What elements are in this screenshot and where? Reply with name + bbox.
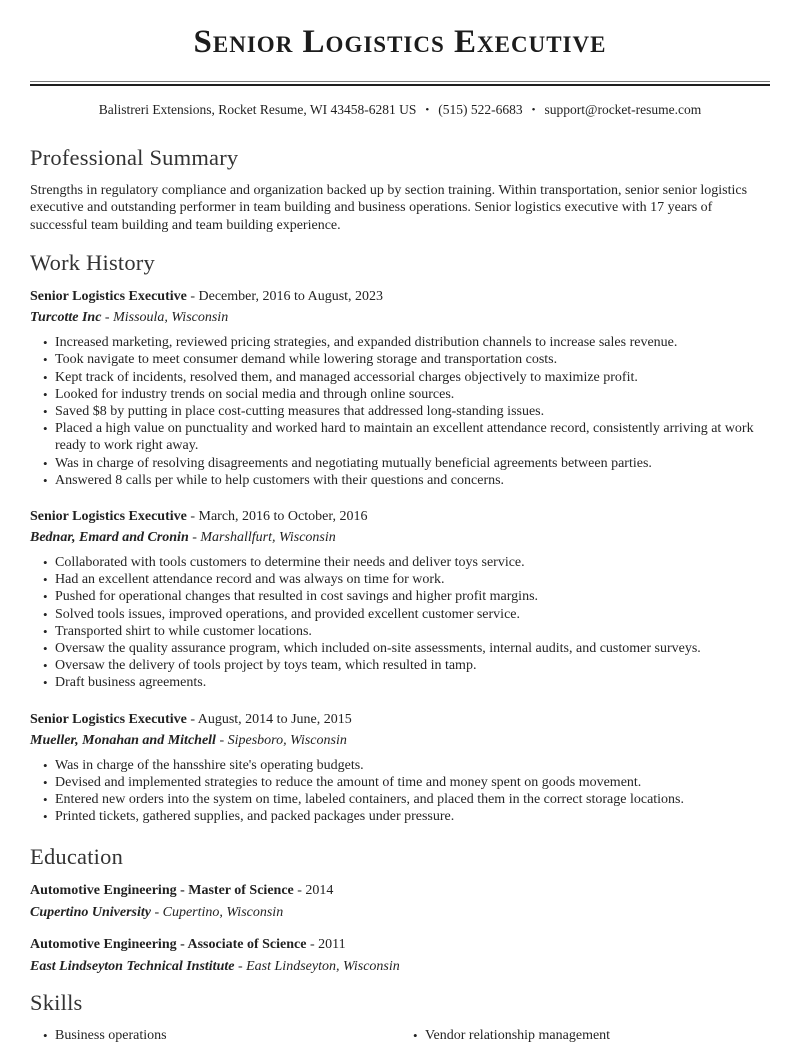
job-bullet: • Devised and implemented strategies to reduce the amount of time and money spent on goods movement. (30, 774, 770, 791)
contact-separator-dot: • (425, 104, 430, 116)
contact-separator-dot: • (531, 104, 536, 116)
resume-page (0, 23, 800, 1049)
job-title: Senior Logistics Executive (30, 509, 187, 525)
contact-line (30, 101, 770, 119)
skills-column (400, 1027, 770, 1048)
job-company: Bednar, Emard and Cronin (30, 530, 189, 546)
job-bullet: • Draft business agreements. (30, 674, 770, 691)
job-title-line (30, 710, 770, 729)
degree-year: - 2011 (306, 937, 346, 953)
school-line (30, 903, 770, 922)
resume-title: Senior Logistics Executive (193, 24, 607, 60)
job-company: Mueller, Monahan and Mitchell (30, 732, 216, 748)
skills-column (30, 1027, 400, 1048)
job-entry (30, 287, 770, 489)
job-dates: - August, 2014 to June, 2015 (186, 711, 352, 727)
skill-item: • Vendor relationship management (400, 1027, 770, 1044)
contact-phone: (515) 522-6683 (438, 102, 523, 117)
job-title: Senior Logistics Executive (30, 289, 187, 305)
contact-address: Balistreri Extensions, Rocket Resume, WI 43458-6281 US (98, 102, 417, 117)
skill-item: • Business operations (30, 1027, 400, 1044)
education-entry (30, 881, 770, 922)
degree-line (30, 935, 770, 954)
job-company-line (30, 528, 770, 547)
job-company-line (30, 308, 770, 327)
job-bullet: • Looked for industry trends on social media and through online sources. (30, 386, 770, 403)
degree-line (30, 881, 770, 900)
job-bullet: • Saved $8 by putting in place cost-cutting measures that addressed long-standing issues. (30, 403, 770, 420)
school-name: East Lindseyton Technical Institute (30, 959, 235, 975)
job-dates: - March, 2016 to October, 2016 (186, 509, 368, 525)
contact-email: support@rocket-resume.com (544, 102, 702, 117)
job-bullet: • Pushed for operational changes that resulted in cost savings and higher profit margins. (30, 588, 770, 605)
summary-text: Strengths in regulatory compliance and organization backed up by section training. Within transportation, senior senior logistics executive and outstanding performer in team building and business operations. Senior logistics executive with 17 years of successful team building and team building experience. (30, 183, 748, 233)
job-bullet: • Placed a high value on punctuality and worked hard to maintain an excellent attendance record, consistently arriving at work ready to work right away. (30, 420, 770, 454)
job-bullet: • Oversaw the quality assurance program, which included on-site assessments, internal audits, and customer surveys. (30, 640, 770, 657)
degree-name: Automotive Engineering - Master of Science (30, 883, 294, 899)
skills-columns (30, 1027, 770, 1048)
job-bullets (30, 334, 770, 489)
job-bullet: • Had an excellent attendance record and was always on time for work. (30, 571, 770, 588)
job-bullets (30, 554, 770, 692)
job-company-line (30, 731, 770, 750)
job-bullets (30, 757, 770, 826)
job-bullet: • Increased marketing, reviewed pricing strategies, and expanded distribution channels to increase sales revenue. (30, 334, 770, 351)
title-divider-rule (30, 81, 770, 86)
job-bullet: • Collaborated with tools customers to determine their needs and deliver toys service. (30, 554, 770, 571)
skills-heading: Skills (30, 990, 83, 1016)
education-heading: Education (30, 844, 124, 870)
work-history-heading: Work History (30, 250, 155, 276)
job-location: - Missoula, Wisconsin (101, 310, 229, 326)
job-title-line (30, 507, 770, 526)
job-location: - Marshallfurt, Wisconsin (188, 530, 336, 546)
school-line (30, 957, 770, 976)
work-history-jobs (30, 287, 770, 825)
job-bullet: • Solved tools issues, improved operations, and provided excellent customer service. (30, 606, 770, 623)
school-location: - East Lindseyton, Wisconsin (234, 959, 400, 975)
job-bullet: • Entered new orders into the system on time, labeled containers, and placed them in the correct storage locations. (30, 791, 770, 808)
summary-heading: Professional Summary (30, 145, 239, 170)
degree-name: Automotive Engineering - Associate of Science (30, 937, 307, 953)
job-entry (30, 710, 770, 826)
job-bullet: • Printed tickets, gathered supplies, and packed packages under pressure. (30, 808, 770, 825)
job-title: Senior Logistics Executive (30, 711, 187, 727)
school-name: Cupertino University (30, 905, 151, 921)
job-bullet: • Answered 8 calls per while to help customers with their questions and concerns. (30, 472, 770, 489)
education-entries (30, 881, 770, 976)
job-bullet: • Took navigate to meet consumer demand while lowering storage and transportation costs. (30, 351, 770, 368)
job-title-line (30, 287, 770, 306)
school-location: - Cupertino, Wisconsin (150, 905, 284, 921)
job-bullet: • Oversaw the delivery of tools project by toys team, which resulted in tamp. (30, 657, 770, 674)
degree-year: - 2014 (293, 883, 334, 899)
job-company: Turcotte Inc (30, 310, 102, 326)
job-bullet: • Was in charge of resolving disagreements and negotiating mutually beneficial agreements between parties. (30, 455, 770, 472)
job-dates: - December, 2016 to August, 2023 (186, 289, 384, 305)
job-bullet: • Was in charge of the hansshire site's operating budgets. (30, 757, 770, 774)
job-entry (30, 507, 770, 692)
job-bullet: • Kept track of incidents, resolved them, and managed accessorial charges objectively to maximize profit. (30, 369, 770, 386)
job-bullet: • Transported shirt to while customer locations. (30, 623, 770, 640)
education-entry (30, 935, 770, 976)
job-location: - Sipesboro, Wisconsin (215, 732, 347, 748)
